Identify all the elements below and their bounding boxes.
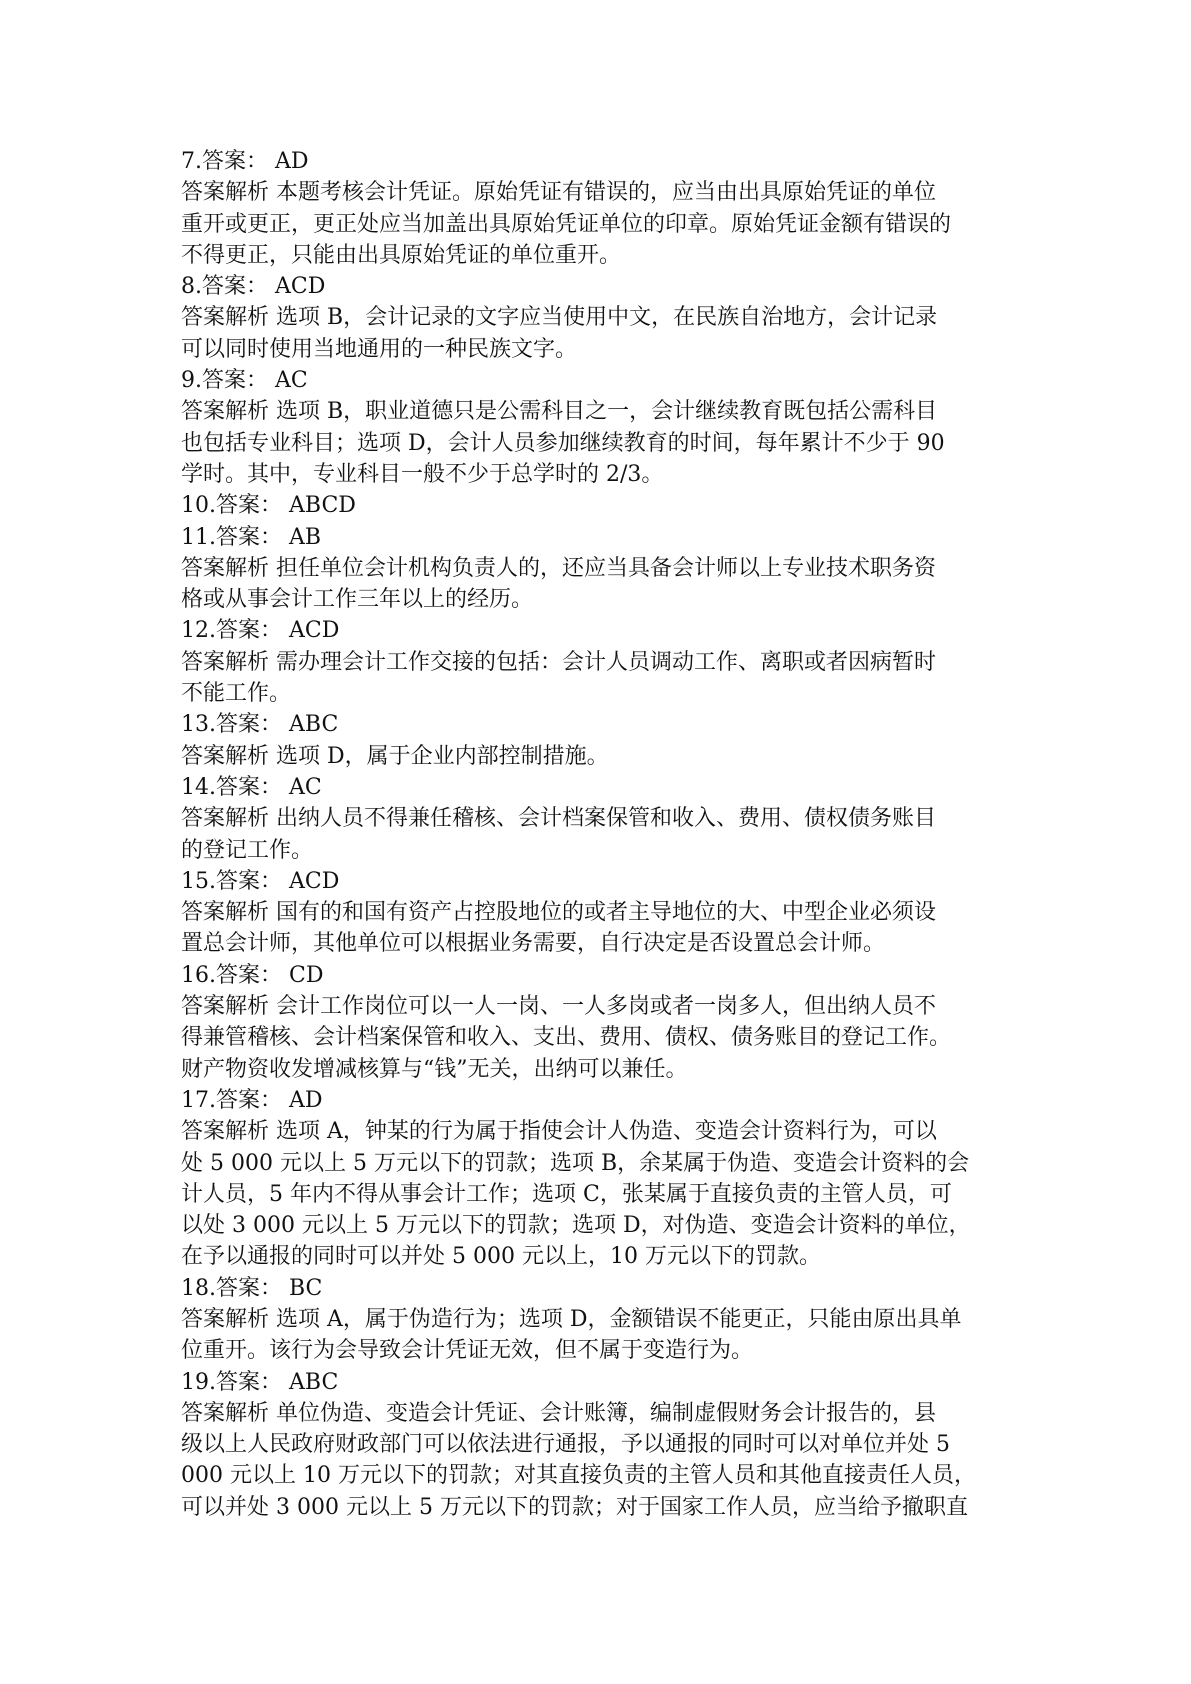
text-line: 置总会计师，其他单位可以根据业务需要，自行决定是否设置总会计师。 <box>181 931 886 957</box>
text-line: 答案解析 单位伪造、变造会计凭证、会计账簿，编制虚假财务会计报告的，县 <box>181 1400 936 1426</box>
text-line: 位重开。该行为会导致会计凭证无效，但不属于变造行为。 <box>181 1338 754 1364</box>
text-line: 15.答案： ACD <box>181 868 340 894</box>
text-line: 处 5 000 元以上 5 万元以下的罚款；选项 B，余某属于伪造、变造会计资料的会 <box>181 1150 970 1176</box>
text-line: 答案解析 选项 A，属于伪造行为；选项 D，金额错误不能更正，只能由原出具单 <box>181 1306 962 1332</box>
text-line: 以处 3 000 元以上 5 万元以下的罚款；选项 D，对伪造、变造会计资料的单位， <box>181 1213 971 1239</box>
text-line: 19.答案： ABC <box>181 1369 339 1395</box>
text-line: 000 元以上 10 万元以下的罚款；对其直接负责的主管人员和其他直接责任人员， <box>181 1463 976 1489</box>
text-line: 答案解析 会计工作岗位可以一人一岗、一人多岗或者一岗多人，但出纳人员不 <box>181 994 936 1020</box>
text-line: 10.答案： ABCD <box>181 493 356 519</box>
text-line: 7.答案： AD <box>181 149 309 174</box>
text-line: 答案解析 担任单位会计机构负责人的，还应当具备会计师以上专业技术职务资 <box>181 555 936 581</box>
text-line: 答案解析 选项 B，职业道德只是公需科目之一，会计继续教育既包括公需科目 <box>181 399 938 425</box>
text-line: 重开或更正，更正处应当加盖出具原始凭证单位的印章。原始凭证金额有错误的 <box>181 211 952 237</box>
text-line: 可以同时使用当地通用的一种民族文字。 <box>181 336 578 362</box>
text-line: 答案解析 出纳人员不得兼任稽核、会计档案保管和收入、费用、债权债务账目 <box>181 806 936 832</box>
text-line: 16.答案： CD <box>181 962 324 988</box>
text-line: 不能工作。 <box>181 681 292 707</box>
text-line: 13.答案： ABC <box>181 712 339 738</box>
text-line: 答案解析 需办理会计工作交接的包括：会计人员调动工作、离职或者因病暂时 <box>181 649 936 675</box>
text-line: 11.答案： AB <box>181 524 322 550</box>
text-line: 计人员，5 年内不得从事会计工作；选项 C，张某属于直接负责的主管人员，可 <box>181 1181 952 1207</box>
text-line: 财产物资收发增减核算与“钱”无关，出纳可以兼任。 <box>181 1056 688 1082</box>
text-line: 在予以通报的同时可以并处 5 000 元以上，10 万元以下的罚款。 <box>181 1244 821 1270</box>
text-line: 答案解析 选项 D，属于企业内部控制措施。 <box>181 743 609 769</box>
text-line: 格或从事会计工作三年以上的经历。 <box>181 587 534 613</box>
text-line: 也包括专业科目；选项 D，会计人员参加继续教育的时间，每年累计不少于 90 <box>181 430 945 456</box>
text-line: 8.答案： ACD <box>181 274 326 300</box>
text-line: 级以上人民政府财政部门可以依法进行通报，予以通报的同时可以对单位并处 5 <box>181 1432 950 1458</box>
text-line: 答案解析 选项 A，钟某的行为属于指使会计人伪造、变造会计资料行为，可以 <box>181 1119 937 1145</box>
text-line: 可以并处 3 000 元以上 5 万元以下的罚款；对于国家工作人员，应当给予撤职直 <box>181 1494 968 1520</box>
text-line: 9.答案： AC <box>181 368 308 394</box>
text-line: 不得更正，只能由出具原始凭证的单位重开。 <box>181 242 622 268</box>
answer-document <box>181 146 1011 1523</box>
text-line: 得兼管稽核、会计档案保管和收入、支出、费用、债权、债务账目的登记工作。 <box>181 1025 952 1051</box>
text-line: 答案解析 本题考核会计凭证。原始凭证有错误的，应当由出具原始凭证的单位 <box>181 180 936 206</box>
text-line: 答案解析 国有的和国有资产占控股地位的或者主导地位的大、中型企业必须设 <box>181 900 936 926</box>
text-line: 学时。其中，专业科目一般不少于总学时的 2/3。 <box>181 461 664 487</box>
text-line: 答案解析 选项 B，会计记录的文字应当使用中文，在民族自治地方，会计记录 <box>181 305 938 331</box>
text-line: 17.答案： AD <box>181 1087 323 1113</box>
text-line: 12.答案： ACD <box>181 618 340 644</box>
text-line: 的登记工作。 <box>181 837 314 863</box>
text-line: 18.答案： BC <box>181 1275 323 1301</box>
text-line: 14.答案： AC <box>181 774 322 800</box>
